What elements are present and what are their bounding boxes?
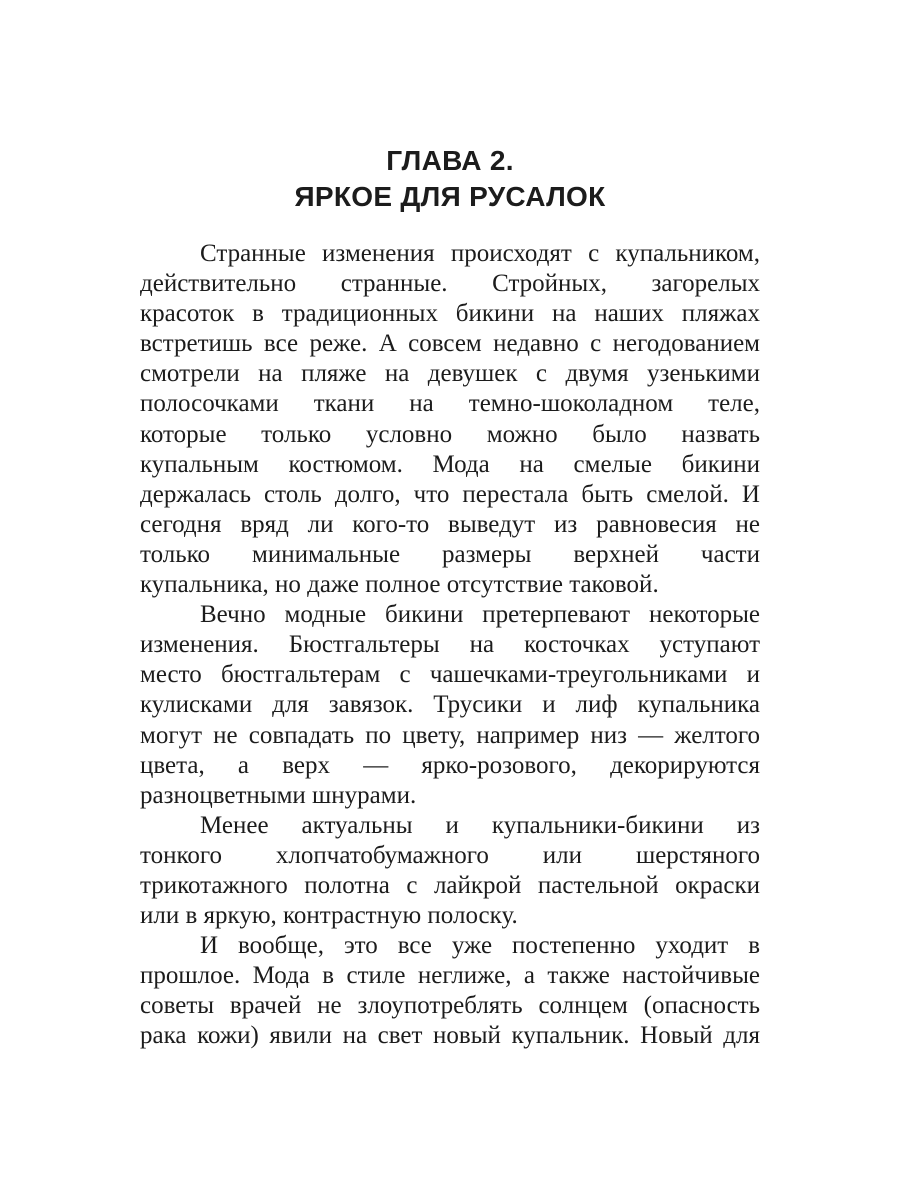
text-line: или в яркую, контрастную полоску. — [140, 902, 518, 930]
paragraph — [140, 931, 760, 1051]
text-line: цвета, а верх — ярко-розового, декорируются — [140, 751, 760, 779]
text-line: красоток в традиционных бикини на наших пляжах — [140, 300, 760, 328]
body-text — [140, 239, 760, 1052]
text-line: Вечно модные бикини претерпевают некоторые — [200, 601, 760, 629]
text-line: И вообще, это все уже постепенно уходит в — [200, 932, 760, 960]
paragraph — [140, 239, 760, 600]
chapter-heading — [140, 143, 760, 215]
text-line: тонкого хлопчатобумажного или шерстяного — [140, 841, 760, 869]
text-line: рака кожи) явили на свет новый купальник. Новый для — [140, 1022, 760, 1050]
text-line: советы врачей не злоупотреблять солнцем (опасность — [140, 992, 760, 1020]
text-line: место бюстгальтерам с чашечками-треугольниками и — [140, 661, 760, 689]
text-line: действительно странные. Стройных, загорелых — [140, 270, 760, 298]
text-line: Менее актуальны и купальники-бикини из — [200, 811, 760, 839]
paragraph — [140, 811, 760, 931]
text-line: прошлое. Мода в стиле неглиже, а также настойчивые — [140, 962, 760, 990]
text-line: сегодня вряд ли кого-то выведут из равновесия не — [140, 510, 760, 538]
text-line: могут не совпадать по цвету, например низ — желтого — [140, 721, 760, 749]
chapter-title: ЯРКОЕ ДЛЯ РУСАЛОК — [294, 181, 606, 212]
text-line: держалась столь долго, что перестала быть смелой. И — [140, 480, 760, 508]
text-line: встретишь все реже. А совсем недавно с негодованием — [140, 330, 760, 358]
text-line: которые только условно можно было назвать — [140, 420, 760, 448]
chapter-number: ГЛАВА 2. — [386, 145, 514, 176]
text-line: смотрели на пляже на девушек с двумя узенькими — [140, 360, 760, 388]
text-line: Странные изменения происходят с купальником, — [200, 240, 760, 267]
text-line: полосочками ткани на темно-шоколадном теле, — [140, 390, 760, 418]
text-line: кулисками для завязок. Трусики и лиф купальника — [140, 691, 760, 719]
text-line: изменения. Бюстгальтеры на косточках уступают — [140, 631, 760, 659]
text-line: только минимальные размеры верхней части — [140, 540, 760, 568]
text-line: трикотажного полотна с лайкрой пастельной окраски — [140, 871, 760, 899]
paragraph — [140, 600, 760, 811]
text-line: разноцветными шнурами. — [140, 781, 417, 809]
text-line: купальным костюмом. Мода на смелые бикини — [140, 450, 760, 478]
text-line: купальника, но даже полное отсутствие таковой. — [140, 571, 659, 599]
